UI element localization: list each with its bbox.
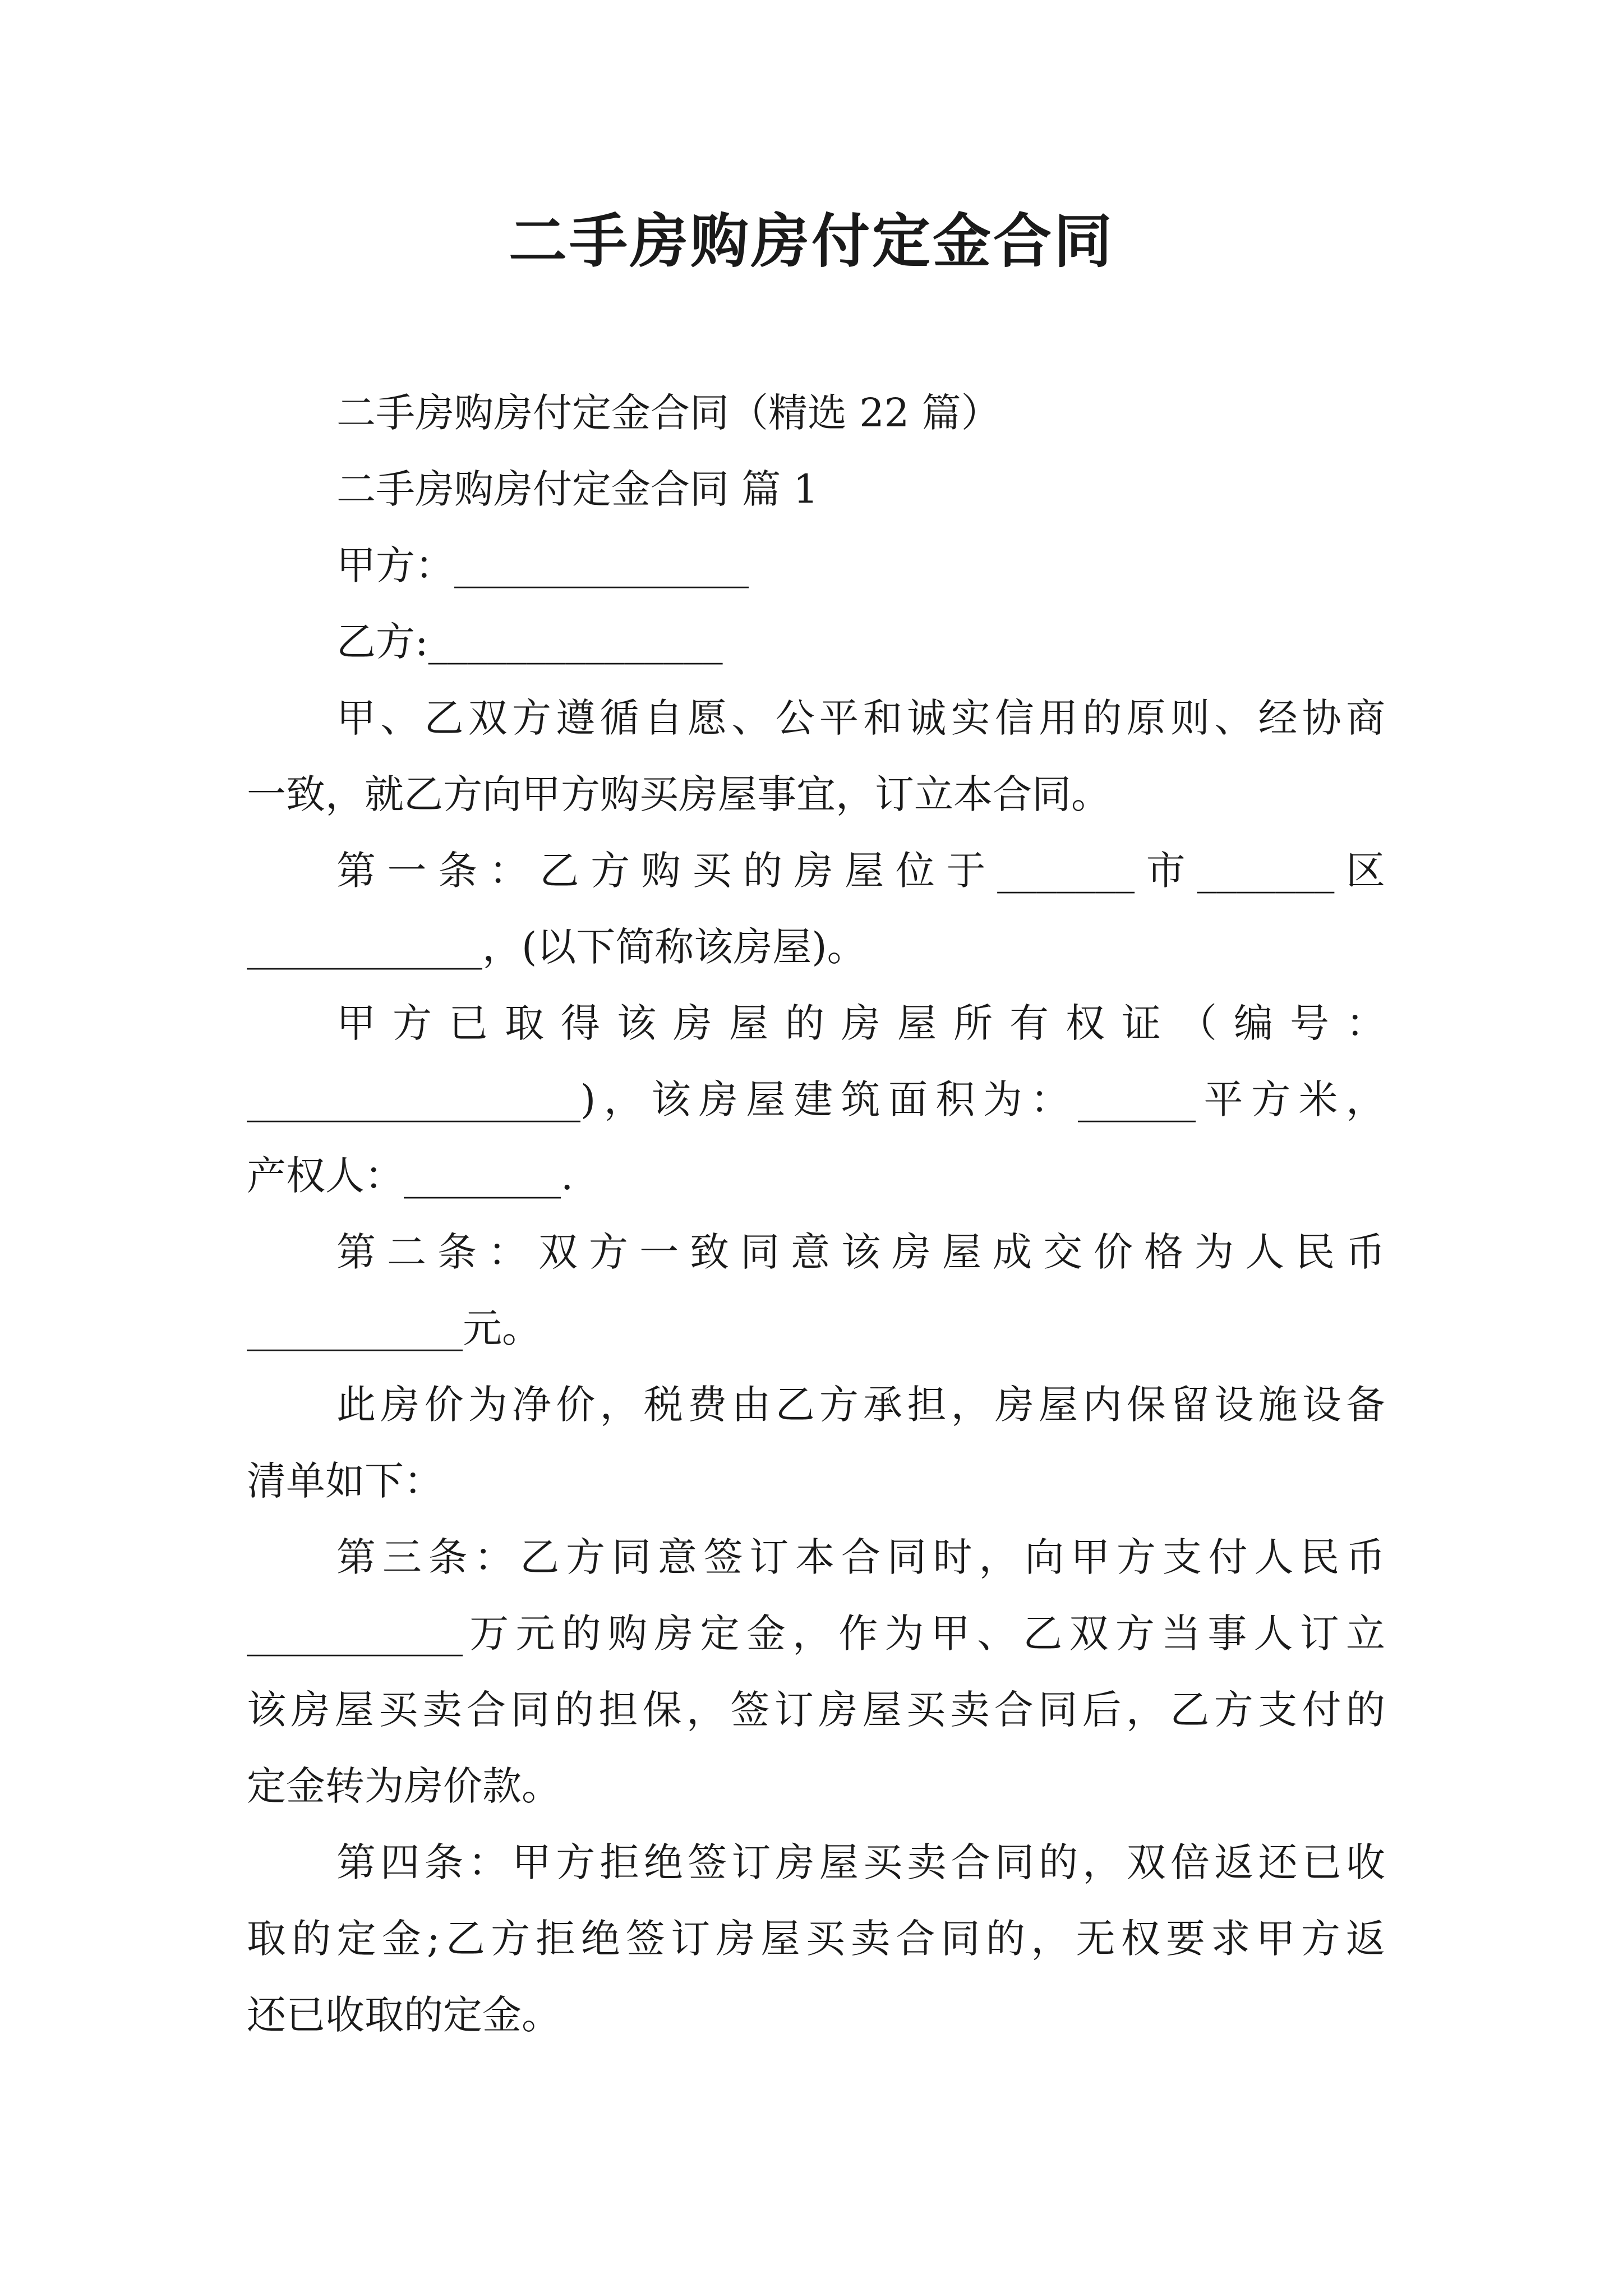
text-line: 取的定金;乙方拒绝签订房屋买卖合同的，无权要求甲方返 — [247, 1916, 1385, 1962]
text-line: 甲方已取得该房屋的房屋所有权证（编号： — [336, 1000, 1385, 1046]
text-line: 一致，就乙方向甲方购买房屋事宜，订立本合同。 — [247, 771, 1110, 817]
text-line: _________________)，该房屋建筑面积为：______平方米， — [247, 1076, 1385, 1122]
text-line: 第一条：乙方购买的房屋位于_______市_______区 — [336, 848, 1385, 894]
document-title: 二手房购房付定金合同 — [508, 206, 1114, 275]
text-line: 第四条：甲方拒绝签订房屋买卖合同的，双倍返还已收 — [336, 1839, 1385, 1885]
text-line: 还已收取的定金。 — [247, 1992, 561, 2038]
text-line: 甲、乙双方遵循自愿、公平和诚实信用的原则、经协商 — [336, 695, 1385, 741]
text-line: ____________，(以下简称该房屋)。 — [247, 924, 866, 970]
text-line: ___________元。 — [247, 1305, 541, 1351]
text-line: 该房屋买卖合同的担保，签订房屋买卖合同后，乙方支付的 — [247, 1687, 1385, 1733]
text-line: 产权人：________. — [247, 1153, 574, 1199]
text-line: 清单如下： — [247, 1458, 443, 1504]
document-body — [247, 375, 1385, 2053]
party-b-line: 乙方:_______________ — [336, 619, 723, 665]
section-heading: 二手房购房付定金合同 篇 1 — [336, 466, 819, 512]
subtitle-line: 二手房购房付定金合同（精选 22 篇） — [336, 390, 1000, 436]
text-line: 定金转为房价款。 — [247, 1763, 561, 1809]
text-line: 第三条：乙方同意签订本合同时，向甲方支付人民币 — [336, 1534, 1385, 1580]
party-a-line: 甲方：_______________ — [336, 542, 749, 588]
text-line: 此房价为净价，税费由乙方承担，房屋内保留设施设备 — [336, 1382, 1385, 1428]
text-line: 第二条：双方一致同意该房屋成交价格为人民币 — [336, 1229, 1385, 1275]
text-line: ___________万元的购房定金，作为甲、乙双方当事人订立 — [247, 1611, 1385, 1657]
